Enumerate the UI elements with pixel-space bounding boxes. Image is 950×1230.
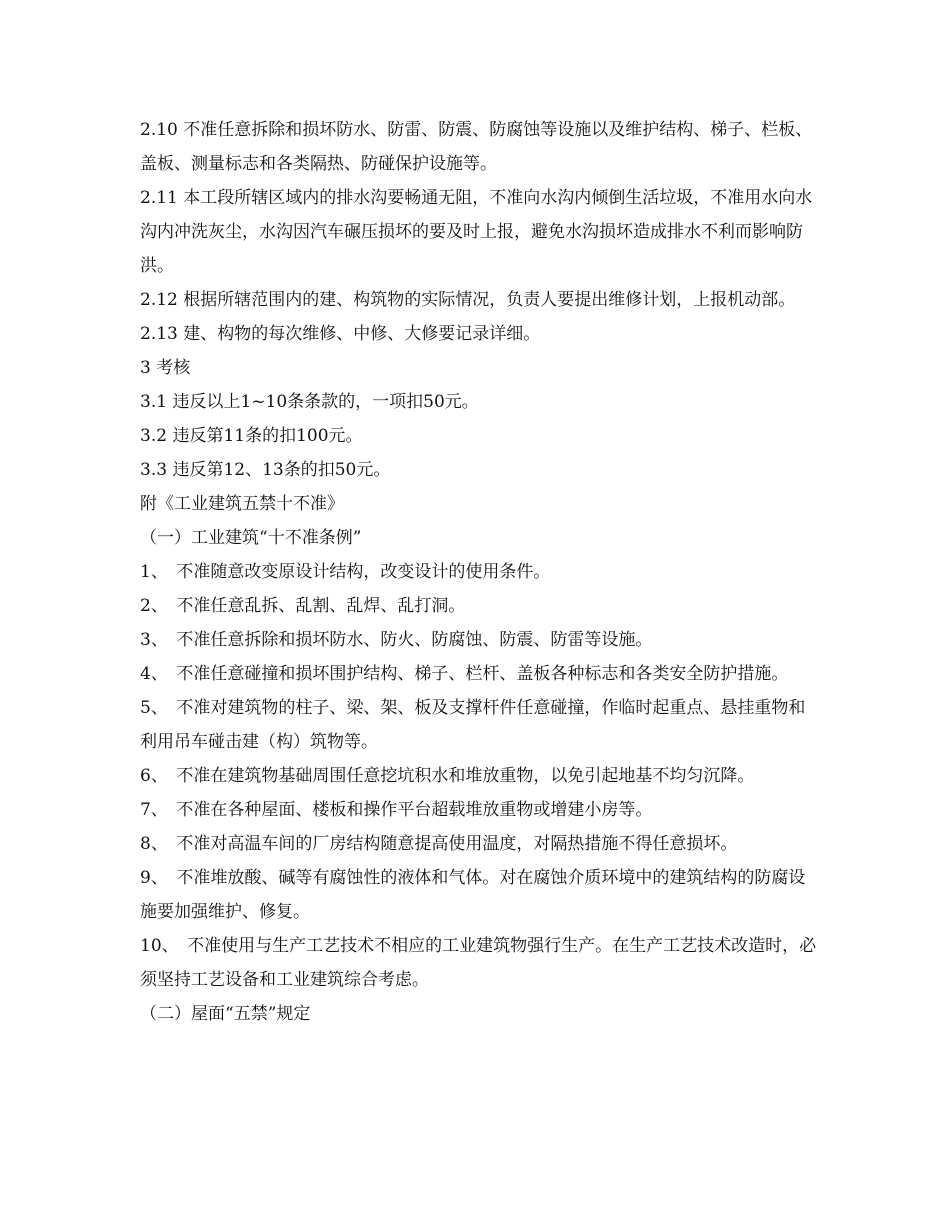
clause-3-3: 3.3 违反第12、13条的扣50元。 — [140, 460, 391, 480]
subsection-2-heading: （二）屋面“五禁”规定 — [140, 1004, 311, 1024]
clause-2-11: 2.11 本工段所辖区域内的排水沟要畅通无阻，不准向水沟内倾倒生活垃圾，不准用水向水沟内冲洗灰尘，水沟因汽车碾压损坏的要及时上报，避免水沟损坏造成排水不利而影响防洪。 — [140, 188, 813, 276]
rule-item-5: 5、 不准对建筑物的柱子、梁、架、板及支撑杆件任意碰撞，作临时起重点、悬挂重物和利用吊车碰击建（构）筑物等。 — [140, 698, 806, 752]
clause-2-12: 2.12 根据所辖范围内的建、构筑物的实际情况，负责人要提出维修计划，上报机动部。 — [140, 290, 796, 310]
clause-3-1: 3.1 违反以上1~10条条款的，一项扣50元。 — [140, 392, 479, 412]
subsection-1-heading: （一）工业建筑“十不准条例” — [140, 528, 362, 548]
rule-item-2: 2、 不准任意乱拆、乱割、乱焊、乱打洞。 — [140, 596, 466, 616]
rule-item-10: 10、 不准使用与生产工艺技术不相应的工业建筑物强行生产。在生产工艺技术改造时，必须坚持工艺设备和工业建筑综合考虑。 — [140, 936, 817, 990]
rule-item-8: 8、 不准对高温车间的厂房结构随意提高使用温度，对隔热措施不得任意损坏。 — [140, 834, 738, 854]
document-body — [140, 113, 820, 1031]
rule-item-7: 7、 不准在各种屋面、楼板和操作平台超载堆放重物或增建小房等。 — [140, 800, 653, 820]
clause-2-10: 2.10 不准任意拆除和损坏防水、防雷、防震、防腐蚀等设施以及维护结构、梯子、栏板、盖板、测量标志和各类隔热、防碰保护设施等。 — [140, 120, 813, 174]
rule-item-1: 1、 不准随意改变原设计结构，改变设计的使用条件。 — [140, 562, 551, 582]
rule-item-9: 9、 不准堆放酸、碱等有腐蚀性的液体和气体。对在腐蚀介质环境中的建筑结构的防腐设施要加强维护、修复。 — [140, 868, 806, 922]
clause-3-2: 3.2 违反第11条的扣100元。 — [140, 426, 363, 446]
appendix-title: 附《工业建筑五禁十不准》 — [140, 494, 344, 514]
clause-2-13: 2.13 建、构物的每次维修、中修、大修要记录详细。 — [140, 324, 541, 344]
section-3-heading: 3 考核 — [140, 358, 191, 378]
rule-item-6: 6、 不准在建筑物基础周围任意挖坑积水和堆放重物，以免引起地基不均匀沉降。 — [140, 766, 755, 786]
rule-item-4: 4、 不准任意碰撞和损坏围护结构、梯子、栏杆、盖板各种标志和各类安全防护措施。 — [140, 664, 789, 684]
rule-item-3: 3、 不准任意拆除和损坏防水、防火、防腐蚀、防震、防雷等设施。 — [140, 630, 653, 650]
